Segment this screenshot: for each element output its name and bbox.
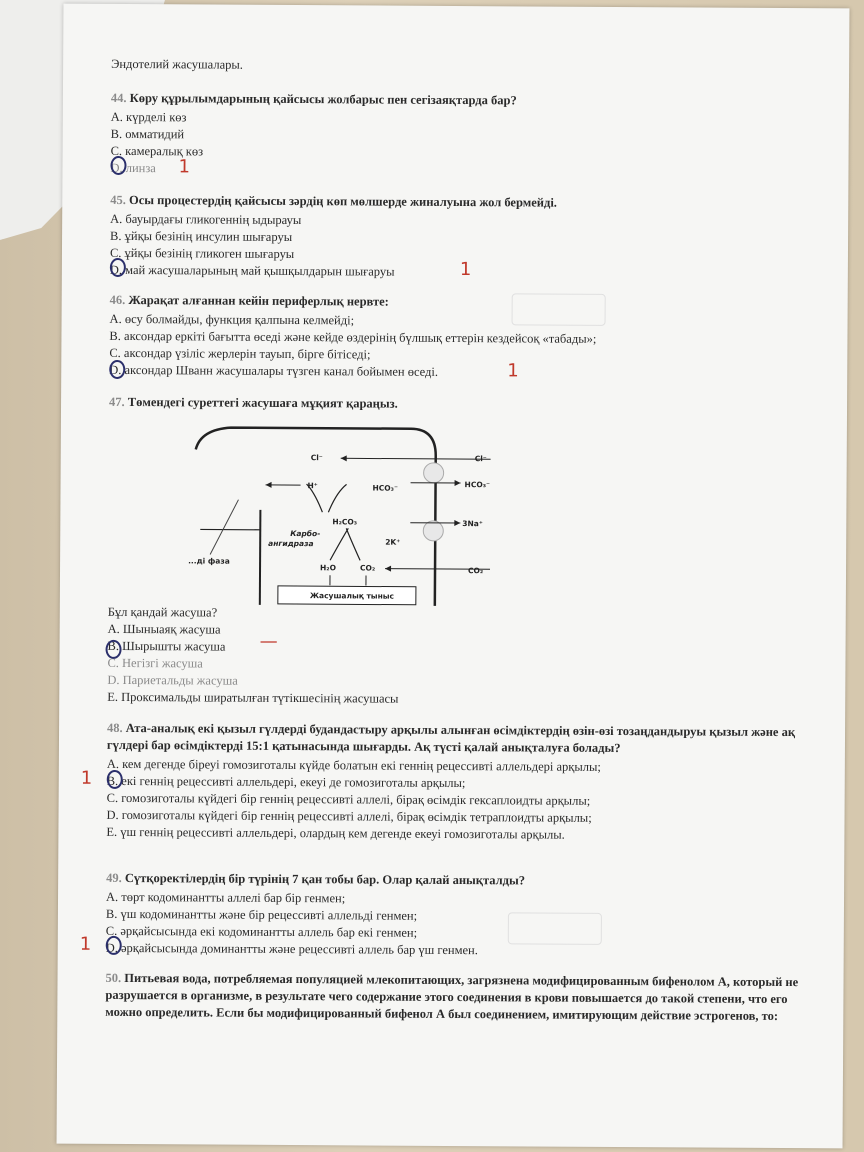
option-47-d: D. Париетальды жасуша: [107, 672, 238, 688]
option-45-b: B. ұйқы безінің инсулин шығаруы: [110, 228, 293, 245]
question-47-prompt: Бұл қандай жасуша?: [107, 604, 218, 620]
option-45-a: A. бауырдағы гликогеннің ыдырауы: [110, 211, 302, 228]
option-48-a: A. кем дегенде біреуі гомозиготалы күйде болатын екі геннің рецессивті аллельдері арқылы;: [106, 756, 601, 774]
question-46-title: 46. Жарақат алғаннан кейін периферлық нервте:: [109, 292, 389, 309]
label-caption: Жасушалық тыныс: [309, 591, 395, 601]
option-49-a: A. төрт кодоминантты аллелі бар бір генмен;: [105, 889, 346, 906]
question-47-title: 47. Төмендегі суреттегі жасушаға мұқият қараңыз.: [109, 394, 398, 411]
label-enzyme-2: ангидраза: [268, 538, 314, 549]
question-45-title: 45. Осы процестердің қайсысы зәрдің көп мөлшерде жиналуына жол бермейді.: [110, 192, 557, 210]
answer-circle-47: [105, 640, 121, 659]
mark-46: 1: [507, 360, 519, 382]
option-48-b: B. екі геннің рецессивті аллельдері, екеуі де гомозиготалы арқылы;: [106, 773, 466, 791]
answer-circle-48: [107, 770, 123, 789]
question-48: [106, 720, 827, 845]
label-na: 3Na⁺: [462, 519, 483, 529]
option-46-d: D. аксондар Шванн жасушалары түзген канал бойымен өседі.: [109, 362, 439, 379]
label-cl-inner: Cl⁻: [310, 453, 323, 463]
option-46-c: C. аксондар үзіліс жерлерін тауып, бірге бітіседі;: [109, 345, 371, 362]
option-47-e: E. Проксимальды ширатылған түтікшесінің жасушасы: [107, 689, 399, 706]
label-hco3-outer: HCO₃⁻: [464, 480, 490, 490]
answer-circle-49: [106, 936, 122, 955]
option-44-c: C. камералық көз: [110, 143, 204, 159]
question-44-title: 44. Көру құрылымдарының қайсысы жолбарыс пен сегізаяқтарда бар?: [110, 90, 517, 108]
top-line-text: Эндотелий жасушалары.: [111, 56, 243, 72]
answer-circle-44: [110, 156, 126, 175]
label-h2o: H₂O: [320, 563, 337, 573]
question-49-title: 49. Сүтқоректілердің бір түрінің 7 қан тобы бар. Олар қалай анықталды?: [106, 870, 526, 888]
label-phase: ...ді фаза: [188, 556, 230, 566]
mark-44: 1: [178, 156, 191, 178]
page-stamp-bottom: [508, 912, 602, 945]
label-k: 2K⁺: [385, 537, 401, 547]
option-44-b: B. омматидий: [110, 126, 185, 142]
cell-diagram: [110, 419, 491, 616]
mark-47: —: [259, 630, 278, 652]
page-stamp-top: [512, 293, 606, 326]
option-46-a: A. өсу болмайды, функция қалпына келмейді;: [109, 311, 355, 328]
question-44: [110, 90, 831, 181]
cell-diagram-svg: [110, 419, 491, 616]
label-enzyme-1: Карбо-: [290, 529, 321, 539]
option-49-d: D. әрқайсысында доминантты және рецессивті аллель бар үш генмен.: [105, 940, 478, 958]
option-44-a: A. күрделі көз: [110, 109, 187, 125]
answer-circle-46: [109, 360, 125, 379]
label-h2co3: H₂CO₃: [332, 517, 358, 527]
option-45-d: D. май жасушаларының май қышқылдарын шығаруы: [109, 262, 395, 279]
option-45-c: C. ұйқы безінің гликоген шығаруы: [109, 245, 295, 262]
option-48-c: C. гомозиготалы күйдегі бір геннің рецессивті аллелі, бірақ өсімдік гексаплоидты арқылы;: [106, 790, 591, 808]
top-line: [111, 56, 831, 77]
label-co2-inner: CO₂: [360, 563, 376, 573]
answer-circle-45: [110, 258, 126, 277]
question-46: [109, 292, 830, 383]
exam-page: [57, 4, 850, 1149]
option-47-b: B. Шырышты жасуша: [107, 638, 226, 654]
label-cl-outer: Cl⁻: [474, 454, 487, 464]
mark-48: 1: [80, 767, 93, 789]
option-49-b: B. үш кодоминантты және бір рецессивті аллельді генмен;: [105, 906, 418, 923]
mark-49: 1: [79, 933, 92, 955]
option-48-e: E. үш геннің рецессивті аллельдері, олардың кем дегенде екеуі гомозиготалы арқылы.: [106, 824, 565, 842]
question-47-title-block: [109, 394, 829, 417]
option-44-d: D. линза: [110, 160, 156, 176]
question-50: [105, 970, 815, 1027]
label-co2-outer: CO₂: [468, 566, 484, 576]
option-49-c: C. әрқайсысында екі кодоминантты аллель бар екі генмен;: [105, 923, 418, 940]
option-47-c: C. Негізгі жасуша: [107, 655, 203, 671]
question-47: [107, 604, 828, 710]
question-50-text: 50. Питьевая вода, потребляемая популяцией млекопитающих, загрязнена модифицированным бифенолом А, который не разрушается в организме, в результате чего содержание этого соединения в крови повышается до такой степени, что его можно определить. Если бы модифицированный бифенол А был соединением, имитирующим действие эстрогенов, то:: [105, 970, 799, 1023]
option-46-b: B. аксондар еркіті бағытта өседі және кейде өздерінің бүлшық еттерін кездейсоқ «табады»;: [109, 328, 597, 346]
question-49: [106, 870, 827, 961]
label-h-plus: H⁺: [307, 481, 318, 491]
mark-45: 1: [459, 259, 472, 281]
option-47-a: A. Шыныаяқ жасуша: [107, 621, 221, 637]
question-48-title: 48. Ата-аналық екі қызыл гүлдерді будандастыру арқылы алынған өсімдіктердің өзін-өзі тозаңдандыруы қызыл және ақ гүлдері бар өсімдіктерді 15:1 қатынасында шығарды. Ақ түсті қалай анықталуға болады?: [106, 720, 796, 756]
option-48-d: D. гомозиготалы күйдегі бір геннің рецессивті аллелі, бірақ өсімдік тетраплоидты арқылы;: [106, 807, 592, 825]
label-hco3-inner: HCO₃⁻: [372, 483, 398, 493]
